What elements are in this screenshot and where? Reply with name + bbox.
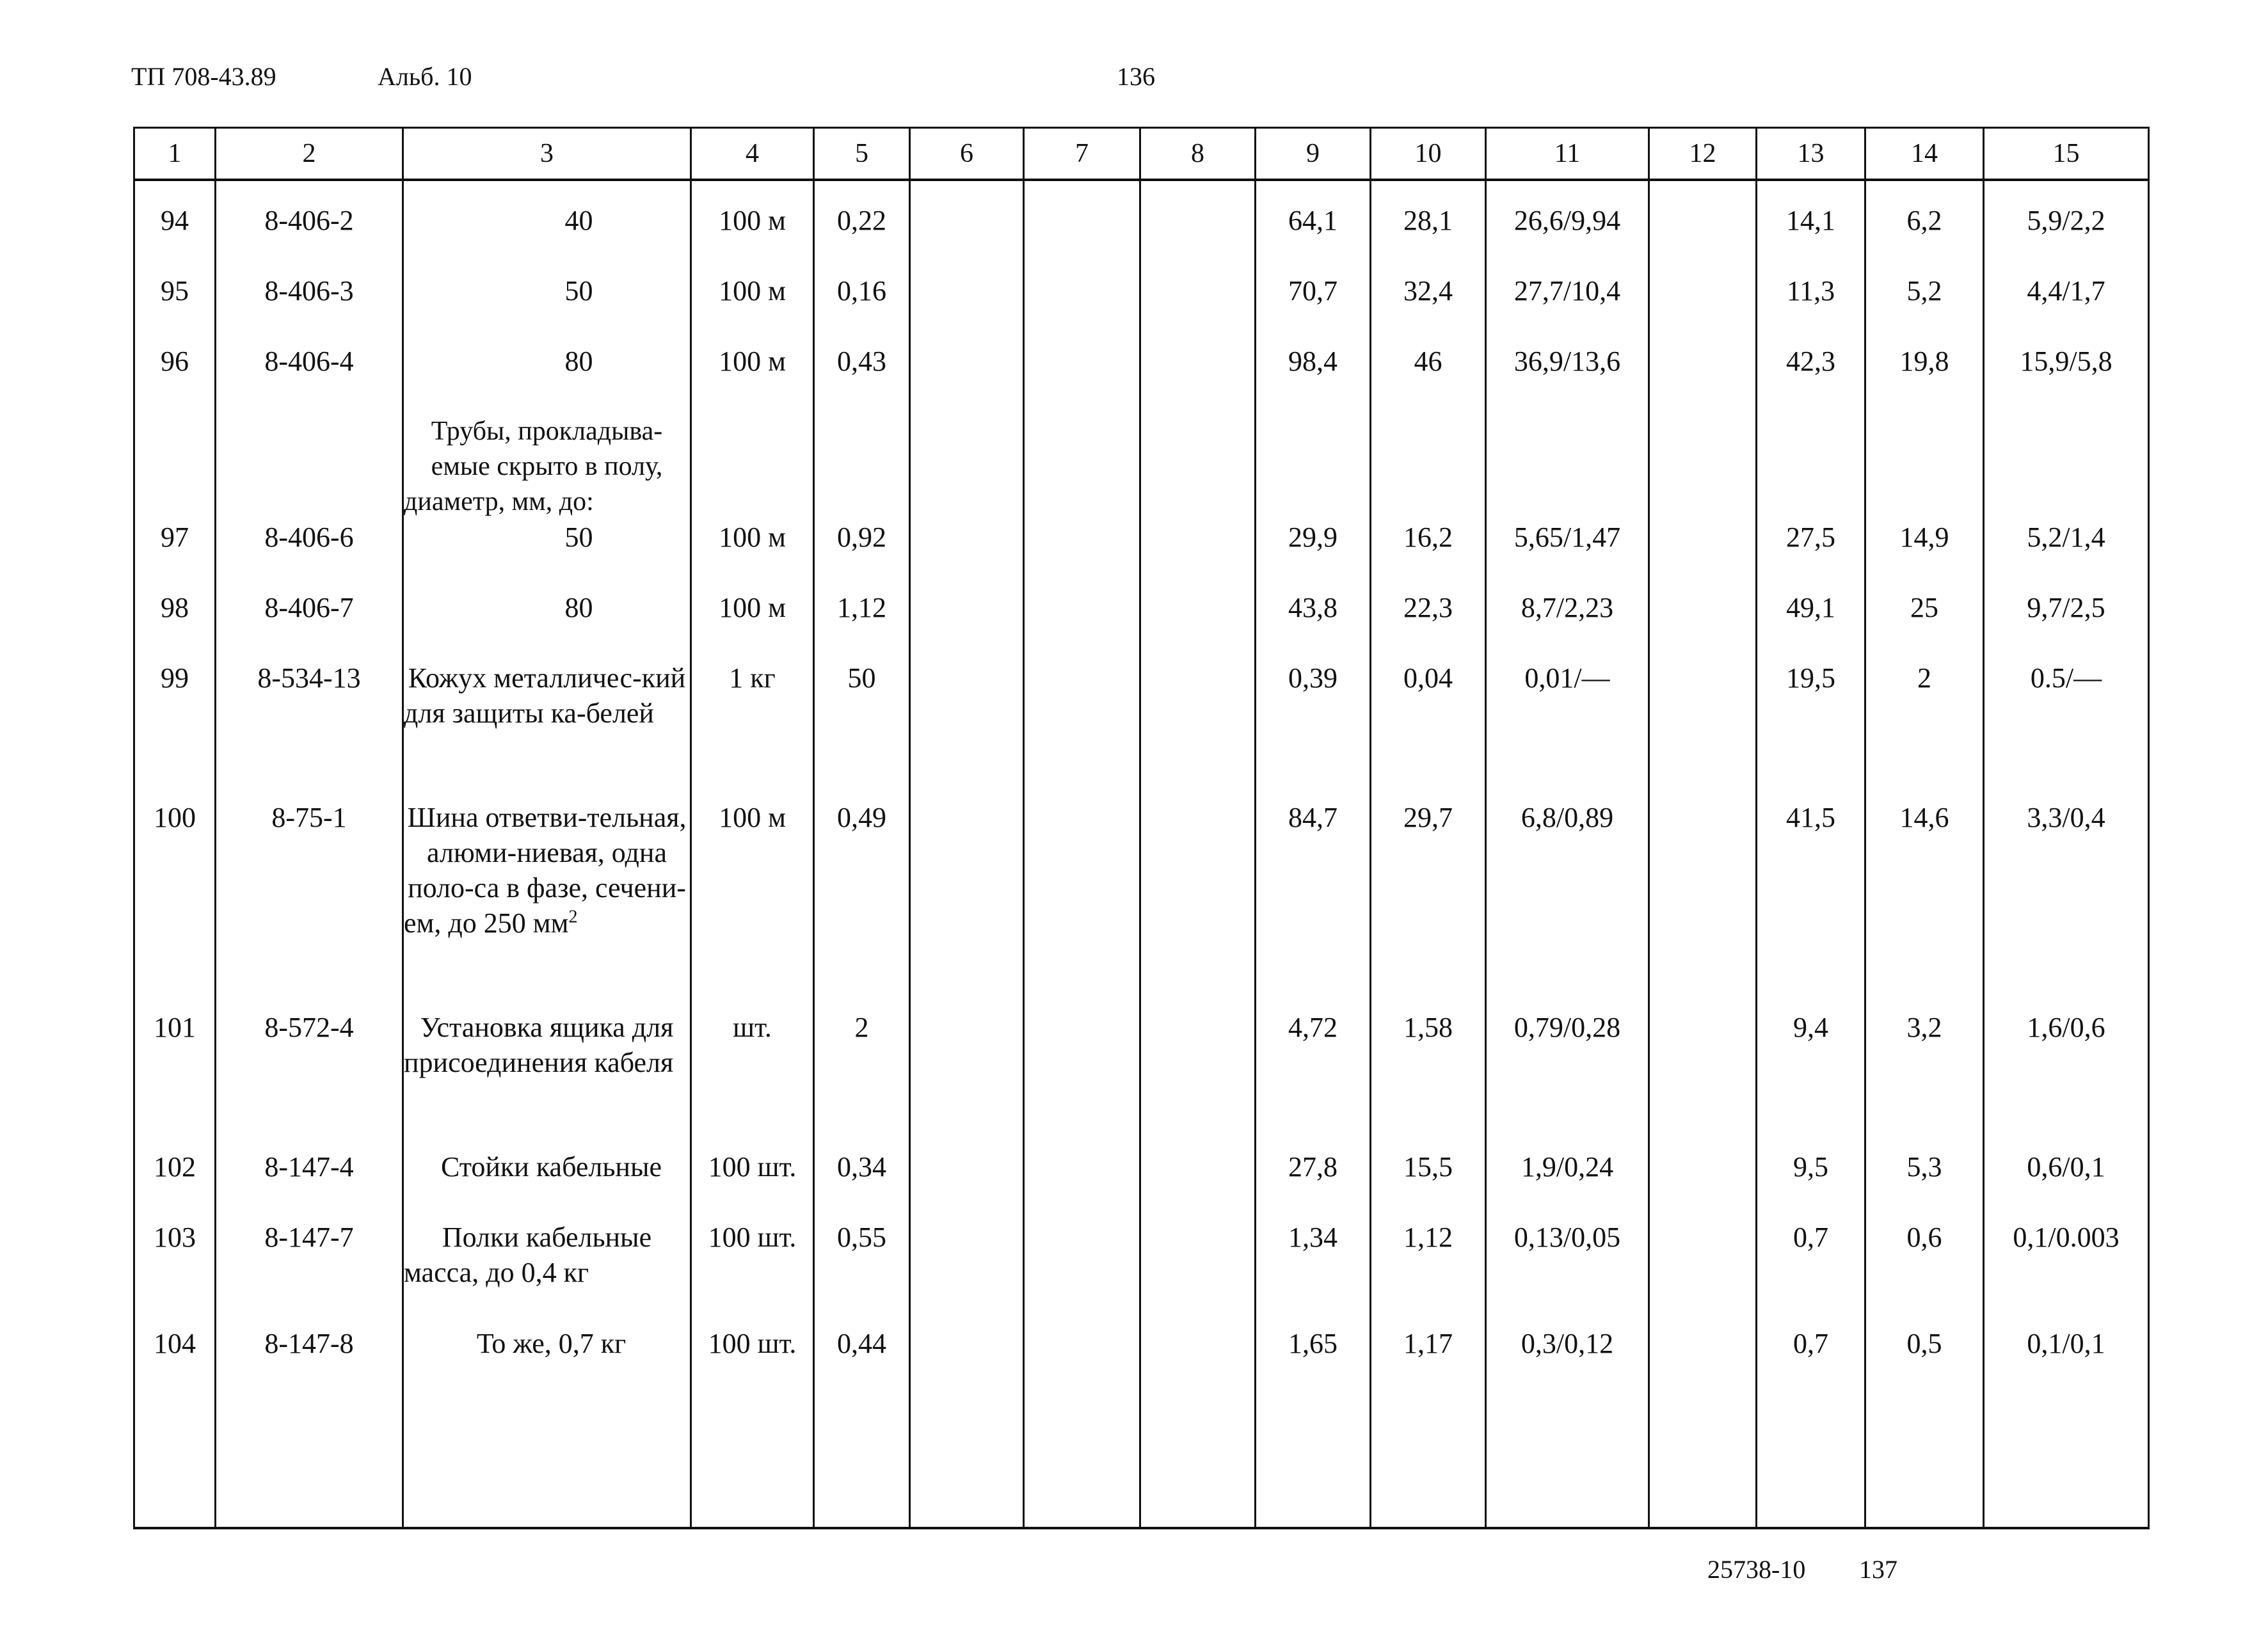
rate-code: 8-406-7 (216, 590, 403, 660)
column-header: 13 (1757, 128, 1865, 180)
work-name: 50 (403, 273, 691, 344)
column-header: 12 (1649, 128, 1757, 180)
row-number: 101 (134, 1010, 216, 1149)
col-10: 32,4 (1371, 273, 1486, 344)
col-13: 49,1 (1757, 590, 1865, 660)
work-name: 80 (403, 590, 691, 660)
col-15: 5,2/1,4 (1984, 520, 2149, 590)
quantity: 0,22 (814, 203, 910, 273)
quantity: 0,49 (814, 800, 910, 1010)
unit: 100 м (691, 203, 814, 273)
col-11: 26,6/9,94 (1486, 203, 1649, 273)
work-name: То же, 0,7 кг (403, 1326, 691, 1396)
row-number: 94 (134, 203, 216, 273)
empty-filler-row (134, 1396, 2149, 1528)
column-header: 1 (134, 128, 216, 180)
col-15: 15,9/5,8 (1984, 344, 2149, 414)
col-11: 0,13/0,05 (1486, 1220, 1649, 1326)
column-header: 9 (1256, 128, 1371, 180)
col-14: 0,6 (1865, 1220, 1984, 1326)
col-15: 0.5/— (1984, 660, 2149, 800)
quantity: 0,34 (814, 1149, 910, 1220)
col-13: 19,5 (1757, 660, 1865, 800)
col-14: 3,2 (1865, 1010, 1984, 1149)
col-10: 46 (1371, 344, 1486, 414)
spacer-row (134, 180, 2149, 203)
col-10: 28,1 (1371, 203, 1486, 273)
col-13: 0,7 (1757, 1326, 1865, 1396)
unit: 1 кг (691, 660, 814, 800)
col-14: 19,8 (1865, 344, 1984, 414)
col-10: 0,04 (1371, 660, 1486, 800)
row-number: 99 (134, 660, 216, 800)
rate-code: 8-534-13 (216, 660, 403, 800)
column-number-row (134, 128, 2149, 180)
col-14: 5,3 (1865, 1149, 1984, 1220)
col-10: 22,3 (1371, 590, 1486, 660)
col-11: 0,3/0,12 (1486, 1326, 1649, 1396)
unit: 100 шт. (691, 1220, 814, 1326)
column-header: 7 (1024, 128, 1140, 180)
work-name: Полки кабельные масса, до 0,4 кг (403, 1220, 691, 1326)
col-10: 15,5 (1371, 1149, 1486, 1220)
col-13: 14,1 (1757, 203, 1865, 273)
col-11: 27,7/10,4 (1486, 273, 1649, 344)
row-number: 96 (134, 344, 216, 414)
col-15: 5,9/2,2 (1984, 203, 2149, 273)
col-14: 5,2 (1865, 273, 1984, 344)
rate-code: 8-572-4 (216, 1010, 403, 1149)
section-note: Трубы, прокладыва-емые скрыто в полу, диаметр, мм, до: (403, 414, 691, 520)
column-header: 8 (1140, 128, 1256, 180)
table-row (134, 1326, 2149, 1396)
col-15: 3,3/0,4 (1984, 800, 2149, 1010)
col-13: 42,3 (1757, 344, 1865, 414)
col-11: 36,9/13,6 (1486, 344, 1649, 414)
unit: 100 м (691, 590, 814, 660)
column-header: 14 (1865, 128, 1984, 180)
work-name: 80 (403, 344, 691, 414)
table-row (134, 273, 2149, 344)
col-9: 98,4 (1256, 344, 1371, 414)
col-14: 14,6 (1865, 800, 1984, 1010)
table-row (134, 590, 2149, 660)
row-number: 95 (134, 273, 216, 344)
work-name: 40 (403, 203, 691, 273)
table-row (134, 520, 2149, 590)
col-9: 64,1 (1256, 203, 1371, 273)
quantity: 1,12 (814, 590, 910, 660)
col-15: 1,6/0,6 (1984, 1010, 2149, 1149)
work-name: Шина ответви-тельная, алюми-ниевая, одна поло-са в фазе, сечени-ем, до 250 $мм^2$ (403, 800, 691, 1010)
rate-code: 8-406-3 (216, 273, 403, 344)
column-header: 2 (216, 128, 403, 180)
col-15: 4,4/1,7 (1984, 273, 2149, 344)
section-note-row (134, 414, 2149, 520)
table-row (134, 203, 2149, 273)
row-number: 97 (134, 520, 216, 590)
table-row (134, 660, 2149, 800)
work-name: Стойки кабельные (403, 1149, 691, 1220)
col-14: 0,5 (1865, 1326, 1984, 1396)
table-row (134, 344, 2149, 414)
col-14: 14,9 (1865, 520, 1984, 590)
col-11: 6,8/0,89 (1486, 800, 1649, 1010)
rate-code: 8-406-4 (216, 344, 403, 414)
row-number: 104 (134, 1326, 216, 1396)
album-number: Альб. 10 (378, 62, 472, 91)
specification-table (133, 127, 2150, 1529)
col-9: 70,7 (1256, 273, 1371, 344)
col-9: 84,7 (1256, 800, 1371, 1010)
col-11: 8,7/2,23 (1486, 590, 1649, 660)
page-number: 136 (1117, 62, 1155, 91)
work-name: Кожух металличес-кий для защиты ка-белей (403, 660, 691, 800)
col-10: 1,12 (1371, 1220, 1486, 1326)
col-15: 9,7/2,5 (1984, 590, 2149, 660)
col-15: 0,6/0,1 (1984, 1149, 2149, 1220)
col-15: 0,1/0,1 (1984, 1326, 2149, 1396)
unit: 100 шт. (691, 1326, 814, 1396)
col-13: 9,4 (1757, 1010, 1865, 1149)
col-10: 1,58 (1371, 1010, 1486, 1149)
col-10: 29,7 (1371, 800, 1486, 1010)
quantity: 0,16 (814, 273, 910, 344)
quantity: 2 (814, 1010, 910, 1149)
rate-code: 8-406-6 (216, 520, 403, 590)
col-13: 27,5 (1757, 520, 1865, 590)
column-header: 4 (691, 128, 814, 180)
table-row (134, 1220, 2149, 1326)
col-11: 0,79/0,28 (1486, 1010, 1649, 1149)
unit: 100 м (691, 273, 814, 344)
col-13: 41,5 (1757, 800, 1865, 1010)
unit: 100 шт. (691, 1149, 814, 1220)
col-11: 5,65/1,47 (1486, 520, 1649, 590)
work-name: Установка ящика для присоединения кабеля (403, 1010, 691, 1149)
col-13: 9,5 (1757, 1149, 1865, 1220)
quantity: 0,92 (814, 520, 910, 590)
col-9: 4,72 (1256, 1010, 1371, 1149)
quantity: 0,43 (814, 344, 910, 414)
row-number: 98 (134, 590, 216, 660)
col-9: 1,65 (1256, 1326, 1371, 1396)
unit: 100 м (691, 344, 814, 414)
column-header: 6 (910, 128, 1024, 180)
col-11: 1,9/0,24 (1486, 1149, 1649, 1220)
superscript-two: 2 (568, 907, 578, 927)
col-9: 1,34 (1256, 1220, 1371, 1326)
col-9: 0,39 (1256, 660, 1371, 800)
rate-code: 8-406-2 (216, 203, 403, 273)
col-11: 0,01/— (1486, 660, 1649, 800)
col-13: 11,3 (1757, 273, 1865, 344)
column-header: 5 (814, 128, 910, 180)
rate-code: 8-147-7 (216, 1220, 403, 1326)
footer-code: 25738-10 (1707, 1555, 1806, 1584)
row-number: 100 (134, 800, 216, 1010)
footer-page-number: 137 (1859, 1555, 1897, 1584)
quantity: 0,44 (814, 1326, 910, 1396)
col-9: 27,8 (1256, 1149, 1371, 1220)
unit: шт. (691, 1010, 814, 1149)
work-name: 50 (403, 520, 691, 590)
col-9: 43,8 (1256, 590, 1371, 660)
rate-code: 8-147-4 (216, 1149, 403, 1220)
rate-code: 8-75-1 (216, 800, 403, 1010)
column-header: 15 (1984, 128, 2149, 180)
column-header: 10 (1371, 128, 1486, 180)
unit: 100 м (691, 800, 814, 1010)
table-row (134, 1149, 2149, 1220)
col-13: 0,7 (1757, 1220, 1865, 1326)
column-header: 11 (1486, 128, 1649, 180)
table-row (134, 800, 2149, 1010)
col-14: 2 (1865, 660, 1984, 800)
row-number: 103 (134, 1220, 216, 1326)
col-14: 25 (1865, 590, 1984, 660)
column-header: 3 (403, 128, 691, 180)
document-code: ТП 708-43.89 (131, 62, 276, 91)
quantity: 50 (814, 660, 910, 800)
col-14: 6,2 (1865, 203, 1984, 273)
table-row (134, 1010, 2149, 1149)
col-15: 0,1/0.003 (1984, 1220, 2149, 1326)
quantity: 0,55 (814, 1220, 910, 1326)
col-10: 1,17 (1371, 1326, 1486, 1396)
col-10: 16,2 (1371, 520, 1486, 590)
rate-code: 8-147-8 (216, 1326, 403, 1396)
row-number: 102 (134, 1149, 216, 1220)
unit: 100 м (691, 520, 814, 590)
col-9: 29,9 (1256, 520, 1371, 590)
